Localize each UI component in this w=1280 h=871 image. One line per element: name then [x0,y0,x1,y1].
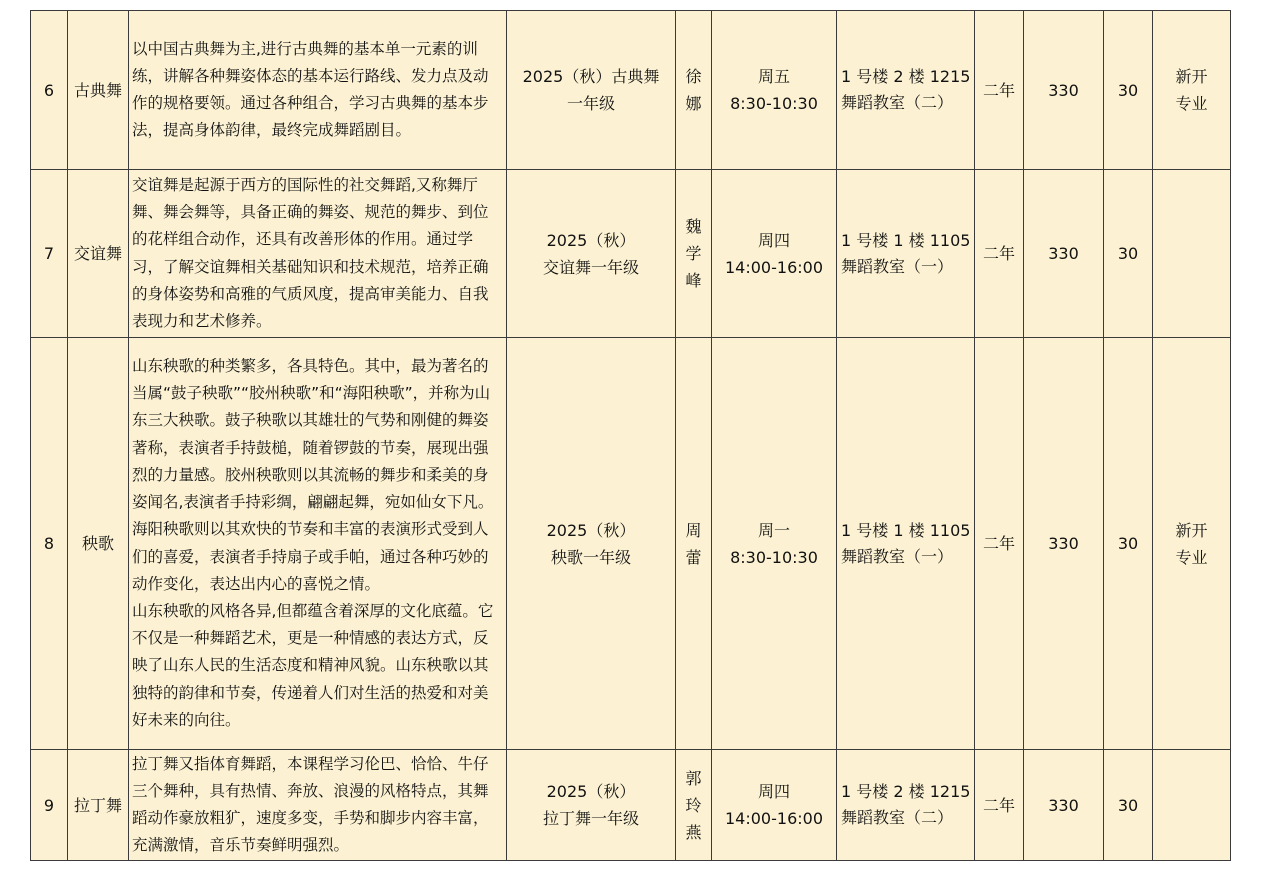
teacher-name-char: 学 [685,244,702,263]
location-line: 1 号楼 1 楼 1105 [841,520,971,540]
schedule-time-line: 周四 [757,230,790,250]
class-name-line: 2025（秋） [546,782,636,801]
table-body [31,11,1231,861]
teacher-cell [676,338,712,750]
class-name-line: 拉丁舞一年级 [542,809,639,828]
capacity-cell [1104,170,1153,338]
hours-cell [1024,170,1104,338]
schedule-time-line: 8:30-10:30 [730,547,818,567]
teacher-name-char: 燕 [685,822,702,842]
teacher-cell [676,170,712,338]
location-line: 舞蹈教室（二） [841,93,954,112]
schedule-time-line: 14:00-16:00 [725,809,823,828]
teacher-name-char: 徐 [685,67,702,86]
teacher-name-char: 峰 [685,271,702,290]
location-line: 1 号楼 1 楼 1105 [841,230,971,250]
grade-cell [975,11,1024,170]
row-index: 7 [43,244,55,263]
status-cell [1153,750,1231,861]
schedule-time-line: 14:00-16:00 [725,257,823,277]
course-description-cell [129,170,507,338]
location-cell [837,750,975,861]
row-index-cell [31,338,68,750]
teacher-name-char: 郭 [685,768,702,788]
row-index-cell [31,11,68,170]
location-line: 1 号楼 2 楼 1215 [841,782,971,801]
row-index-cell [31,170,68,338]
capacity-value: 30 [1117,244,1139,263]
hours-cell [1024,750,1104,861]
location-cell [837,170,975,338]
status-line: 专业 [1175,547,1208,567]
course-description-cell [129,11,507,170]
grade-cell [975,338,1024,750]
course-name-cell [68,750,129,861]
location-cell [837,338,975,750]
teacher-cell [676,11,712,170]
teacher-cell [676,750,712,861]
capacity-value: 30 [1117,795,1139,815]
course-description-paragraph: 山东秧歌的种类繁多，各具特色。其中，最为著名的当属“鼓子秧歌”“胶州秧歌”和“海阳秧歌”，并称为山东三大秧歌。鼓子秧歌以其雄壮的气势和刚健的舞姿著称，表演者手持鼓槌，随着锣鼓的节奏，展现出强烈的力量感。胶州秧歌则以其流畅的舞步和柔美的身姿闻名,表演者手持彩绸，翩翩起舞，宛如仙女下凡。海阳秧歌则以其欢快的节奏和丰富的表演形式受到人们的喜爱，表演者手持扇子或手帕，通过各种巧妙的动作变化，表达出内心的喜悦之情。 [132,357,494,593]
location-line: 1 号楼 2 楼 1215 [841,67,971,86]
table-row [31,170,1231,338]
location-line: 舞蹈教室（二） [841,808,954,827]
schedule-time-cell [712,338,837,750]
status-cell [1153,338,1231,750]
teacher-name-char: 玲 [685,795,702,815]
course-description-paragraph: 山东秧歌的风格各异,但都蕴含着深厚的文化底蕴。它不仅是一种舞蹈艺术，更是一种情感的表达方式，反映了山东人民的生活态度和精神风貌。山东秧歌以其独特的韵律和节奏，传递着人们对生活的热爱和对美好未来的向往。 [132,601,494,729]
teacher-name-char: 娜 [685,94,702,113]
course-description-cell [129,750,507,861]
status-line: 专业 [1175,94,1208,113]
grade-cell [975,750,1024,861]
grade-cell [975,170,1024,338]
teacher-name-char: 蕾 [685,547,702,567]
capacity-cell [1104,750,1153,861]
grade-value: 二年 [982,534,1015,553]
hours-cell [1024,11,1104,170]
table-row [31,750,1231,861]
location-line: 舞蹈教室（一） [841,256,954,276]
hours-cell [1024,338,1104,750]
capacity-value: 30 [1117,80,1139,100]
class-name-cell [507,170,676,338]
course-description-paragraph: 交谊舞是起源于西方的国际性的社交舞蹈,又称舞厅舞、舞会舞等，具备正确的舞姿、规范的舞步、到位的花样组合动作，还具有改善形体的作用。通过学习，了解交谊舞相关基础知识和技术规范，培养正确的身体姿势和高雅的气质风度，提高审美能力、自我表现力和艺术修养。 [132,175,489,330]
grade-value: 二年 [982,80,1015,100]
table-row [31,338,1231,750]
schedule-time-cell [712,11,837,170]
schedule-time-line: 8:30-10:30 [730,94,818,113]
status-line: 新开 [1175,520,1208,540]
status-cell [1153,11,1231,170]
class-name-cell [507,11,676,170]
class-name-line: 一年级 [566,94,615,113]
course-name-cell [68,338,129,750]
capacity-cell [1104,338,1153,750]
location-cell [837,11,975,170]
grade-value: 二年 [982,244,1015,263]
schedule-time-line: 周一 [757,520,790,540]
capacity-cell [1104,11,1153,170]
course-name: 古典舞 [73,80,122,100]
status-line: 新开 [1175,67,1208,86]
teacher-name-char: 周 [685,520,702,540]
class-name-line: 2025（秋）古典舞 [522,67,660,86]
capacity-value: 30 [1117,534,1139,553]
class-name-line: 2025（秋） [546,230,636,250]
status-cell [1153,170,1231,338]
course-description-paragraph: 以中国古典舞为主,进行古典舞的基本单一元素的训练，讲解各种舞姿体态的基本运行路线、发力点及动作的规格要领。通过各种组合，学习古典舞的基本步法，提高身体韵律，最终完成舞蹈剧目。 [132,39,489,140]
course-name: 拉丁舞 [73,795,122,815]
course-description-cell [129,338,507,750]
hours-value: 330 [1048,244,1079,263]
course-name: 秧歌 [81,534,114,553]
hours-value: 330 [1048,534,1079,553]
class-name-line: 交谊舞一年级 [542,257,639,277]
schedule-time-cell [712,170,837,338]
row-index-cell [31,750,68,861]
course-table [30,10,1231,861]
teacher-name-char: 魏 [685,217,702,236]
class-name-cell [507,338,676,750]
grade-value: 二年 [982,795,1015,815]
hours-value: 330 [1048,80,1079,100]
class-name-line: 2025（秋） [546,520,636,540]
row-index: 9 [43,795,55,815]
course-name-cell [68,170,129,338]
course-name-cell [68,11,129,170]
row-index: 8 [43,534,55,553]
location-line: 舞蹈教室（一） [841,546,954,566]
course-description-paragraph: 拉丁舞又指体育舞蹈，本课程学习伦巴、恰恰、牛仔三个舞种，具有热情、奔放、浪漫的风格特点，其舞蹈动作豪放粗犷，速度多变，手势和脚步内容丰富，充满激情，音乐节奏鲜明强烈。 [132,754,489,855]
course-name: 交谊舞 [73,244,122,263]
class-name-line: 秧歌一年级 [550,547,631,567]
hours-value: 330 [1048,795,1079,815]
row-index: 6 [43,80,55,100]
schedule-time-line: 周四 [757,782,790,801]
schedule-time-line: 周五 [757,67,790,86]
table-row [31,11,1231,170]
schedule-time-cell [712,750,837,861]
class-name-cell [507,750,676,861]
